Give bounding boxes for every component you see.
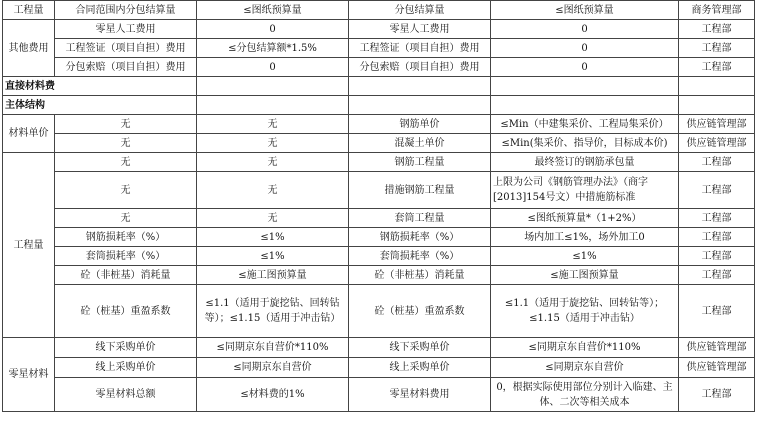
table-cell: 最终签订的钢筋承包量 <box>491 153 679 172</box>
table-row <box>3 39 755 58</box>
table-cell: ≤Min(集采价、指导价，目标成本价) <box>491 134 679 153</box>
table-cell: ≤同期京东自营价 <box>491 358 679 378</box>
table-row <box>3 378 755 412</box>
table-cell: 砼（桩基）重盈系数 <box>55 285 197 338</box>
table-cell: 供应链管理部 <box>679 134 755 153</box>
table-cell: 措施钢筋工程量 <box>349 172 491 209</box>
table-cell: 套筒损耗率（%） <box>349 247 491 266</box>
table-cell: ≤材料费的1% <box>197 378 349 412</box>
table-row <box>3 20 755 39</box>
table-cell: 钢筋工程量 <box>349 153 491 172</box>
table-row <box>3 115 755 134</box>
table-cell: 无 <box>55 134 197 153</box>
header-cell: 工程量 <box>3 1 55 20</box>
table-cell: 0 <box>491 39 679 58</box>
table-cell: 工程部 <box>679 39 755 58</box>
group-label-other-fees: 其他费用 <box>3 20 55 77</box>
group-label-material-price: 材料单价 <box>3 115 55 153</box>
table-row <box>3 266 755 285</box>
section-title: 主体结构 <box>3 96 197 115</box>
table-cell: 无 <box>55 153 197 172</box>
table-cell: 钢筋损耗率（%） <box>349 228 491 247</box>
table-cell: 套筒工程量 <box>349 209 491 228</box>
table-cell: 线上采购单价 <box>349 358 491 378</box>
section-row <box>3 77 755 96</box>
table-cell: 钢筋损耗率（%） <box>55 228 197 247</box>
table-cell: 零星材料总额 <box>55 378 197 412</box>
table-cell: ≤同期京东自营价*110% <box>491 338 679 358</box>
table-row <box>3 285 755 338</box>
header-cell: ≤图纸预算量 <box>197 1 349 20</box>
section-row <box>3 96 755 115</box>
table-cell: ≤施工图预算量 <box>491 266 679 285</box>
table-cell: ≤1.1（适用于旋挖钻、回转钻等）；≤1.15（适用于冲击钻） <box>197 285 349 338</box>
group-label-misc-material: 零星材料 <box>3 338 55 412</box>
header-cell: 分包结算量 <box>349 1 491 20</box>
table-cell: 工程部 <box>679 228 755 247</box>
table-cell: 砼（非桩基）消耗量 <box>349 266 491 285</box>
table-cell: 砼（非桩基）消耗量 <box>55 266 197 285</box>
table-cell: 无 <box>55 209 197 228</box>
table-row <box>3 228 755 247</box>
table-cell: ≤1% <box>491 247 679 266</box>
table-cell: 分包索赔（项目自担）费用 <box>55 58 197 77</box>
table-row <box>3 247 755 266</box>
table-cell: 混凝土单价 <box>349 134 491 153</box>
table-cell: ≤Min（中建集采价、工程局集采价） <box>491 115 679 134</box>
table-cell: 0 <box>491 58 679 77</box>
table-cell: ≤同期京东自营价 <box>197 358 349 378</box>
table-cell: 套筒损耗率（%） <box>55 247 197 266</box>
table-cell: ≤同期京东自营价*110% <box>197 338 349 358</box>
table-cell: 无 <box>197 172 349 209</box>
table-cell: ≤图纸预算量*（1+2%） <box>491 209 679 228</box>
table-cell: 线上采购单价 <box>55 358 197 378</box>
table-cell: 工程部 <box>679 20 755 39</box>
group-label-quantity: 工程量 <box>3 153 55 338</box>
table-cell: 无 <box>197 209 349 228</box>
table-cell: 无 <box>197 134 349 153</box>
table-cell: 零星人工费用 <box>55 20 197 39</box>
table-cell: 分包索赔（项目自担）费用 <box>349 58 491 77</box>
table-cell: 工程部 <box>679 172 755 209</box>
table-cell: 工程部 <box>679 153 755 172</box>
table-cell: 场内加工≤1%，场外加工0 <box>491 228 679 247</box>
table-cell: 线下采购单价 <box>349 338 491 358</box>
table-cell: 工程部 <box>679 209 755 228</box>
table-cell: 工程部 <box>679 266 755 285</box>
section-title: 直接材料费 <box>3 77 197 96</box>
table-cell: 无 <box>55 172 197 209</box>
table-cell: 0 <box>197 58 349 77</box>
table-cell: 无 <box>197 153 349 172</box>
header-cell: ≤图纸预算量 <box>491 1 679 20</box>
table-cell: ≤1% <box>197 228 349 247</box>
table-cell: 工程部 <box>679 378 755 412</box>
table-cell: ≤分包结算额*1.5% <box>197 39 349 58</box>
table-cell: 线下采购单价 <box>55 338 197 358</box>
table-cell: 无 <box>197 115 349 134</box>
header-cell: 合同范围内分包结算量 <box>55 1 197 20</box>
table-row <box>3 358 755 378</box>
table-cell: 0 <box>197 20 349 39</box>
table-row <box>3 338 755 358</box>
cost-control-table <box>2 0 755 412</box>
table-row <box>3 58 755 77</box>
table-row <box>3 153 755 172</box>
table-cell: 工程部 <box>679 58 755 77</box>
table-cell: 工程签证（项目自担）费用 <box>55 39 197 58</box>
table-cell: ≤1.1（适用于旋挖钻、回转钻等）；≤1.15（适用于冲击钻） <box>491 285 679 338</box>
table-row <box>3 134 755 153</box>
table-cell: 供应链管理部 <box>679 115 755 134</box>
table-cell: 钢筋单价 <box>349 115 491 134</box>
table-cell: 工程部 <box>679 285 755 338</box>
table-cell: ≤1% <box>197 247 349 266</box>
table-row <box>3 209 755 228</box>
table-cell: 砼（桩基）重盈系数 <box>349 285 491 338</box>
table-cell: 工程部 <box>679 247 755 266</box>
table-cell: 工程签证（项目自担）费用 <box>349 39 491 58</box>
table-cell: 供应链管理部 <box>679 358 755 378</box>
header-row <box>3 1 755 20</box>
table-cell: 供应链管理部 <box>679 338 755 358</box>
table-cell: 上限为公司《钢筋管理办法》（商字[2013]154号文）中措施筋标准 <box>491 172 679 209</box>
table-cell: ≤施工图预算量 <box>197 266 349 285</box>
table-cell: 无 <box>55 115 197 134</box>
table-cell: 零星人工费用 <box>349 20 491 39</box>
table-cell: 0，根据实际使用部位分别计入临建、主体、二次等相关成本 <box>491 378 679 412</box>
table-cell: 零星材料费用 <box>349 378 491 412</box>
table-row <box>3 172 755 209</box>
table-cell: 0 <box>491 20 679 39</box>
header-cell: 商务管理部 <box>679 1 755 20</box>
